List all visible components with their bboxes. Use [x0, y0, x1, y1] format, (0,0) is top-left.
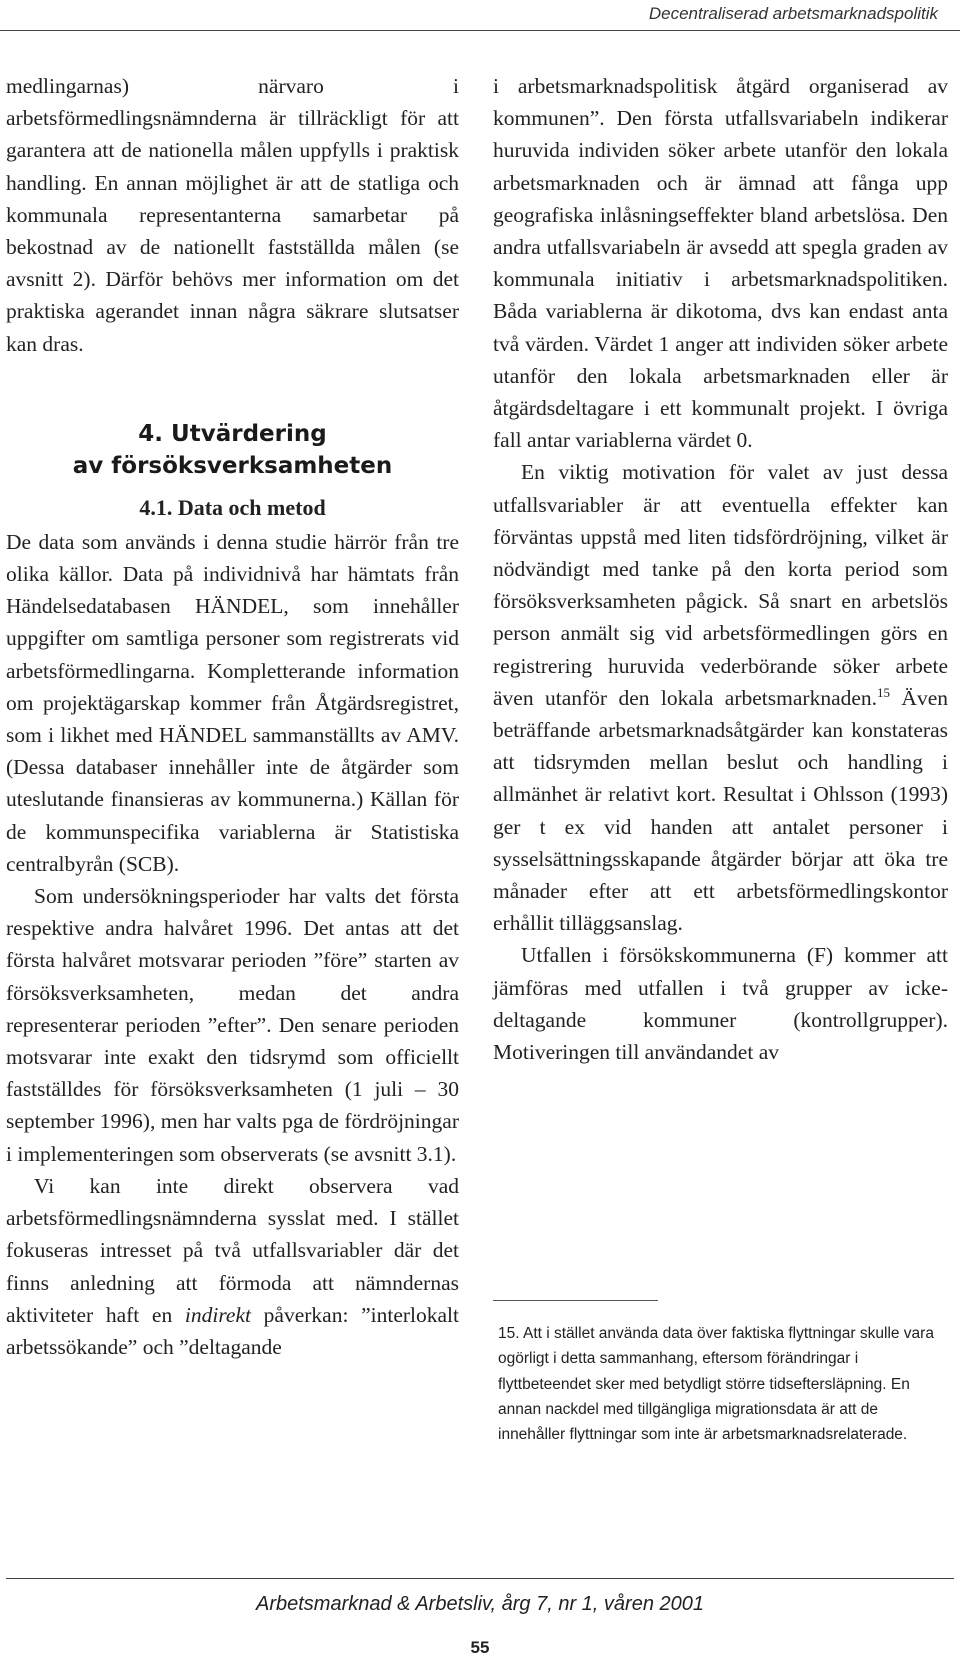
right-column [493, 70, 948, 1068]
footnote-reference: 15 [877, 684, 891, 700]
left-paragraph-1: medlingarnas) närvaro i arbetsförmedlingsnämnderna är tillräckligt för att garantera att de nationella målen uppfylls i praktisk handling. En annan möjlighet är att de statliga och kommunala representanterna samarbetar på bekostnad av de nationellt fastställda målen (se avsnitt 2). Därför behövs mer information om det praktiska agerandet innan några säkrare slutsatser kan dras. [6, 74, 459, 356]
footnote-rule [493, 1300, 658, 1301]
section-heading [6, 418, 459, 482]
emphasis-indirekt: indirekt [184, 1302, 251, 1327]
right-paragraph-3: Utfallen i försökskommunerna (F) kommer att jämföras med utfallen i två grupper av icke-deltagande kommuner (kontrollgrupper). Motiveringen till användandet av [493, 943, 948, 1065]
left-paragraph-4-start: Vi kan inte direkt observera vad arbetsförmedlingsnämnderna sysslat med. I stället fokuseras intresset på två utfallsvariabler där det finns anledning att förmoda att nämndernas aktiviteter haft en [6, 1173, 459, 1327]
journal-citation: Arbetsmarknad & Arbetsliv, årg 7, nr 1, våren 2001 [256, 1593, 704, 1615]
subsection-heading: 4.1. Data och metod [139, 494, 326, 520]
left-column [6, 70, 459, 1363]
left-paragraph-2: De data som används i denna studie härrör från tre olika källor. Data på individnivå har hämtats från Händelsedatabasen HÄNDEL, som innehåller uppgifter om samtliga personer som registrerats vid arbetsförmedlingarna. Kompletterande information om projektägarskap kommer från Åtgärdsregistret, som i likhet med HÄNDEL sammanställts av AMV. (Dessa databaser innehåller inte de åtgärder som uteslutande finansieras av kommunerna.) Källan för de kommunspecifika variablerna är Statistiska centralbyrån (SCB). [6, 529, 459, 876]
right-paragraph-1: i arbetsmarknadspolitisk åtgärd organiserad av kommunen”. Den första utfallsvariabeln indikerar huruvida individen söker arbete utanför den lokala arbetsmarknaden och är ämnad att fånga upp geografiska inlåsningseffekter bland arbetslösa. Den andra utfallsvariabeln är avsedd att spegla graden av kommunala initiativ i arbetsmarknadspolitiken. Båda variablerna är dikotoma, dvs kan endast anta två värden. Värdet 1 anger att individen söker arbete utanför den lokala arbetsmarknaden eller är åtgärdsdeltagare i ett kommunalt projekt. I övriga fall antar variablerna värdet 0. [493, 74, 948, 453]
left-paragraph-4-end: påverkan: ”interlokalt arbetssökande” och ”deltagande [6, 1302, 460, 1359]
footer-rule [6, 1578, 954, 1579]
page-number: 55 [470, 1638, 490, 1657]
left-paragraph-4 [6, 1170, 459, 1363]
right-paragraph-2 [493, 456, 948, 939]
section-heading-line-1: 4. Utvärdering [138, 420, 327, 447]
left-paragraph-3: Som undersökningsperioder har valts det första respektive andra halvåret 1996. Det antas att det första halvåret motsvarar perioden ”före” starten av försöksverksamheten, medan det andra representerar perioden ”efter”. Den senare perioden motsvarar inte exakt den tidsrymd som officiellt fastställdes för försöksverksamheten (1 juli – 30 september 1996), men har valts pga de fördröjningar i implementeringen som observerats (se avsnitt 3.1). [6, 884, 459, 1166]
footnote: 15. Att i stället använda data över faktiska flyttningar skulle vara ogörligt i detta sammanhang, eftersom förändringar i flyttbeteendet sker med betydligt större tidseftersläpning. En annan nackdel med tillgängliga migrationsdata är att de innehåller flyttningar som inte är arbetsmarknadsrelaterade. [498, 1325, 934, 1444]
header-rule [0, 30, 960, 31]
running-head: Decentraliserad arbetsmarknadspolitik [648, 4, 938, 23]
section-heading-line-2: av försöksverksamheten [72, 452, 393, 479]
right-paragraph-2-start: En viktig motivation för valet av just dessa utfallsvariabler är att eventuella effekter kan förväntas uppstå med liten tidsfördröjning, vilket är nödvändigt med tanke på den korta period som försöksverksamheten pågick. Så snart en arbetslös person anmält sig vid arbetsförmedlingen görs en registrering huruvida vederbörande söker arbete även utanför den lokala arbetsmarknaden. [493, 460, 948, 710]
right-paragraph-2-end: Även beträffande arbetsmarknadsåtgärder kan konstateras att tidsrymden mellan beslut och handling i allmänhet är relativt kort. Resultat i Ohlsson (1993) ger t ex vid handen att antalet personer i sysselsättningsskapande åtgärder börjar att öka tre månader efter att ett arbetsförmedlingskontor erhållit tilläggsanslag. [493, 685, 948, 936]
